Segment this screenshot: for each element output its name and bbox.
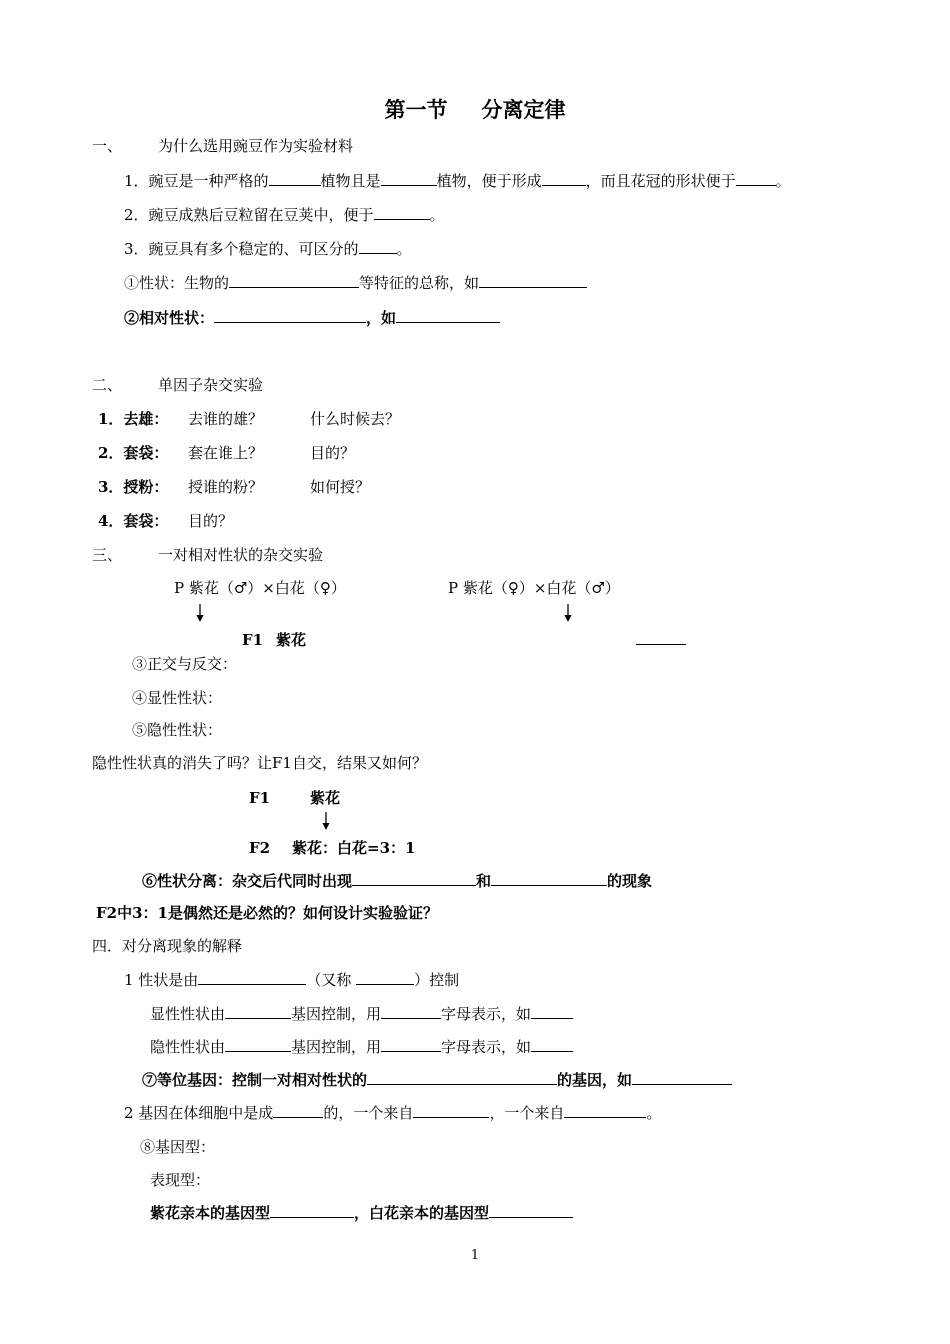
s1-line-1: 1．豌豆是一种严格的 植物且是 植物，便于形成 ，而且花冠的形状便于 。 [124, 172, 791, 190]
blank [214, 308, 366, 323]
blank [491, 871, 607, 886]
blank [198, 970, 306, 985]
blank [736, 171, 776, 186]
s2-row-q2: 如何授？ [310, 478, 371, 496]
f1-label: F1 [242, 631, 264, 649]
s4-line-6: 紫花亲本的基因型 ，白花亲本的基因型 [150, 1203, 573, 1223]
page-title [0, 96, 950, 124]
down-arrow-icon [563, 604, 573, 622]
blank [531, 1037, 573, 1052]
s2-row-label: 2．套袋： [98, 444, 169, 462]
f1-value: 紫花 [276, 631, 307, 649]
f2-value: 紫花：白花=3：1 [292, 839, 416, 857]
blank [396, 308, 500, 323]
cross-left: P 紫花（♂）×白花（♀） [174, 579, 346, 597]
blank [367, 1070, 557, 1085]
page-number: 1 [470, 1248, 480, 1263]
s1-line-2: 2．豌豆成熟后豆粒留在豆荚中，便于 。 [124, 206, 445, 224]
f1b-value: 紫花 [310, 789, 341, 807]
s1-line-5: ②相对性状： ，如 [124, 308, 500, 328]
s2-row-q2: 目的？ [310, 444, 356, 462]
section-2-heading: 单因子杂交实验 [158, 376, 264, 394]
blank [225, 1004, 291, 1019]
item-6: ⑥性状分离：杂交后代同时出现 和 的现象 [142, 872, 653, 890]
section-3-number: 三、 [92, 546, 123, 564]
s2-row-q1: 目的？ [188, 512, 234, 530]
blank [270, 1203, 354, 1218]
s2-row-q1: 去谁的雄？ [188, 410, 264, 428]
s4-line-3: 隐性性状由 基因控制，用 字母表示，如 [150, 1037, 573, 1057]
f2-label: F2 [249, 839, 271, 857]
item-3: ③正交与反交： [132, 655, 238, 673]
blank [636, 630, 686, 645]
blank [359, 239, 397, 254]
down-arrow-icon [195, 604, 205, 622]
blank [273, 1103, 323, 1118]
blank [352, 871, 476, 886]
f1b-label: F1 [249, 789, 271, 807]
title-topic: 分离定律 [481, 97, 566, 122]
blank [381, 1004, 441, 1019]
s4-line-5: 2 基因在体细胞中是成 的，一个来自 ，一个来自 。 [124, 1104, 662, 1122]
s1-line-4: ①性状：生物的 等特征的总称，如 [124, 273, 587, 293]
blank [413, 1103, 489, 1118]
blank [381, 171, 437, 186]
item-8: ⑧基因型： [140, 1138, 216, 1156]
blank [229, 273, 359, 288]
blank [564, 1103, 646, 1118]
ratio-question: F2中3：1是偶然还是必然的？如何设计实验验证？ [96, 904, 438, 922]
blank [381, 1037, 441, 1052]
f1-right-blank [636, 630, 686, 650]
blank [489, 1203, 573, 1218]
s2-row-q1: 套在谁上？ [188, 444, 264, 462]
blank [531, 1004, 573, 1019]
s2-row-q1: 授谁的粉？ [188, 478, 264, 496]
s4-line-4: ⑦等位基因：控制一对相对性状的 的基因，如 [142, 1070, 732, 1090]
title-section: 第一节 [384, 97, 448, 122]
phenotype-label: 表现型： [150, 1171, 211, 1189]
s2-row-q2: 什么时候去？ [310, 410, 401, 428]
blank [269, 171, 321, 186]
section-3-heading: 一对相对性状的杂交实验 [158, 546, 324, 564]
s1-line-3: 3．豌豆具有多个稳定的、可区分的 。 [124, 240, 412, 258]
blank [225, 1037, 291, 1052]
s4-line-1: 1 性状是由 （又称 ）控制 [124, 971, 460, 989]
blank [374, 205, 430, 220]
section-4-heading: 四．对分离现象的解释 [92, 937, 243, 955]
item-5: ⑤隐性性状： [132, 721, 223, 739]
blank [479, 273, 587, 288]
section-1-heading: 为什么选用豌豆作为实验材料 [158, 137, 354, 155]
s2-row-label: 4．套袋： [98, 512, 169, 530]
cross-right: P 紫花（♀）×白花（♂） [448, 579, 620, 597]
blank [356, 970, 414, 985]
s4-line-2: 显性性状由 基因控制，用 字母表示，如 [150, 1004, 573, 1024]
blank [542, 171, 586, 186]
s2-row-label: 3．授粉： [98, 478, 169, 496]
section-2-number: 二、 [92, 376, 123, 394]
item-4: ④显性性状： [132, 689, 223, 707]
down-arrow-icon [321, 812, 331, 830]
section-1-number: 一、 [92, 137, 123, 155]
blank [632, 1070, 732, 1085]
question-text: 隐性性状真的消失了吗？让F1自交，结果又如何？ [92, 754, 427, 772]
s2-row-label: 1．去雄： [98, 410, 169, 428]
